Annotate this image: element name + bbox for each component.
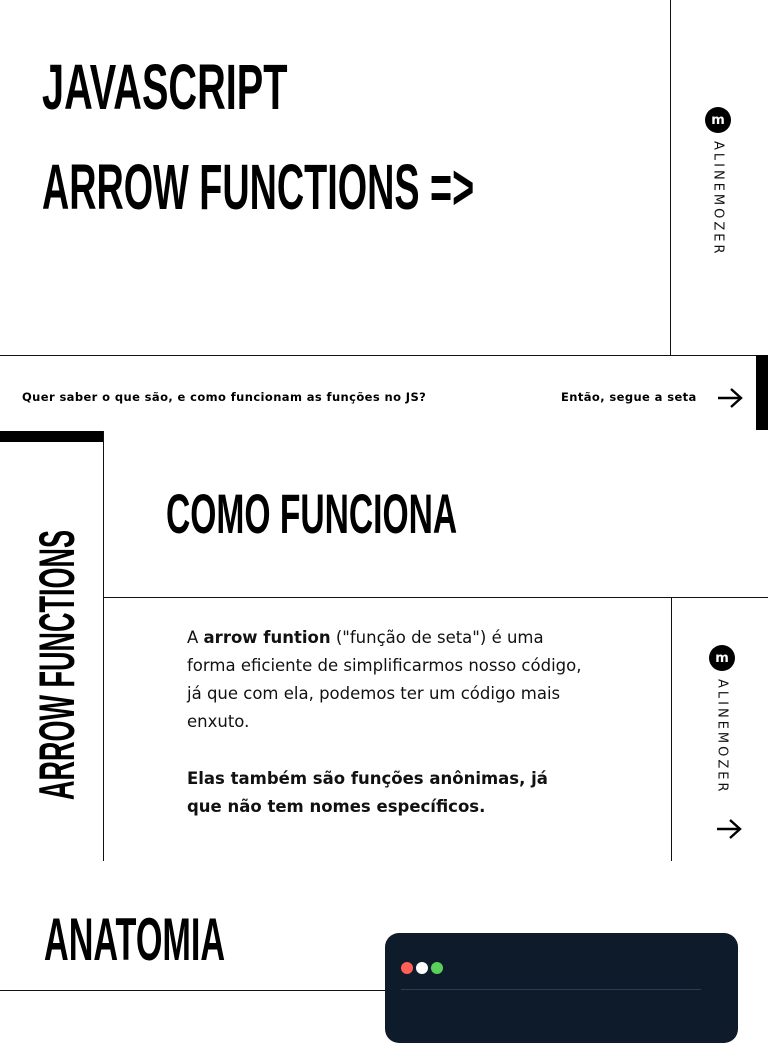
anonymous-note: Elas também são funções anônimas, já que não tem nomes específicos. (187, 769, 548, 816)
brand-name: ALINEMOZER (714, 679, 730, 795)
brand-name: ALINEMOZER (710, 141, 726, 257)
banner-question: Quer saber o que são, e como funcionam as funções no JS? (22, 390, 427, 404)
intro-bold-term: arrow funtion (203, 628, 331, 647)
side-top-bar (0, 431, 104, 442)
cover-divider (670, 0, 671, 355)
close-dot-icon (401, 962, 413, 974)
cover-brand (705, 107, 731, 257)
cover-bottom-border (0, 355, 768, 356)
section-heading: COMO FUNCIONA (166, 482, 458, 545)
content-right-divider (671, 597, 672, 861)
cover-title-line2: ARROW FUNCTIONS => (42, 151, 475, 223)
content-brand (709, 645, 735, 795)
arrow-right-icon (718, 387, 744, 409)
cover-title-line1: JAVASCRIPT (42, 51, 288, 123)
anatomy-divider (0, 990, 386, 991)
banner-cta: Então, segue a seta (561, 390, 697, 404)
window-controls (401, 962, 443, 974)
intro-rest: ("função de seta") é uma forma eficiente de simplificarmos nosso código, já que com ela, podemos ter um código mais enxuto. (187, 628, 582, 731)
side-divider (103, 431, 104, 861)
intro-paragraph (187, 624, 587, 736)
side-title: ARROW FUNCTIONS (29, 530, 85, 800)
minimize-dot-icon (416, 962, 428, 974)
code-window (385, 933, 738, 1043)
m-logo-icon: m (709, 645, 735, 671)
intro-prefix: A (187, 628, 204, 647)
m-logo-icon: m (705, 107, 731, 133)
heading-divider (104, 597, 768, 598)
banner-edge-bar (756, 355, 768, 430)
window-separator (401, 989, 701, 990)
maximize-dot-icon (431, 962, 443, 974)
anatomy-heading: ANATOMIA (44, 906, 226, 973)
arrow-right-icon (717, 818, 743, 840)
